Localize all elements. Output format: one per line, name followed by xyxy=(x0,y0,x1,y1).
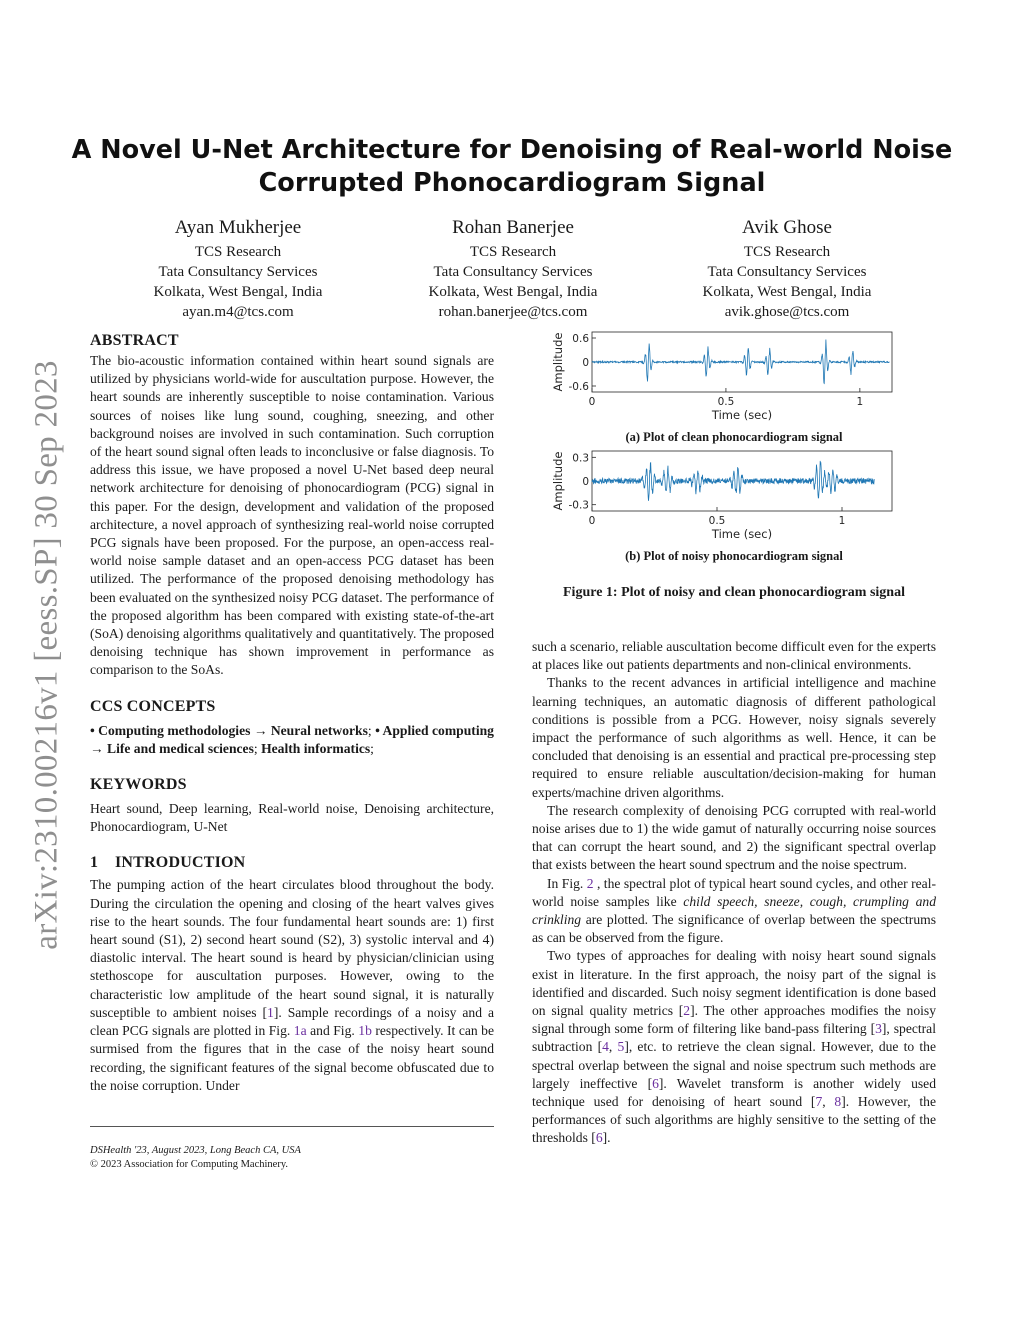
ccs-heading: CCS CONCEPTS xyxy=(90,697,216,715)
author-org: TCS Research xyxy=(194,244,282,260)
ccs-text xyxy=(90,722,494,758)
intro-paragraph-2: such a scenario, reliable auscultation become difficult even for the experts at places like out patients departments and non-clinical environments. xyxy=(532,639,936,673)
keywords-heading: KEYWORDS xyxy=(90,776,187,794)
arxiv-sidebar xyxy=(22,350,72,960)
citation-link[interactable]: 4 xyxy=(602,1039,609,1055)
text-run: ]. xyxy=(602,1130,611,1146)
ccs-bullet-1: • Computing methodologies xyxy=(90,722,251,738)
author-company: Tata Consultancy Services xyxy=(433,264,593,280)
ccs-item-3: Health informatics xyxy=(261,740,371,756)
footnote-rule xyxy=(90,1126,494,1127)
ccs-arrow: → xyxy=(253,722,268,738)
left-column xyxy=(90,330,494,1095)
author-location: Kolkata, West Bengal, India xyxy=(428,284,598,300)
x-tick-label: 0.5 xyxy=(717,396,735,408)
ccs-sep: ; xyxy=(367,722,372,738)
text-run: In Fig. xyxy=(547,875,587,891)
noisy-pcg-plot xyxy=(532,449,936,544)
right-column xyxy=(532,638,936,1148)
author-location: Kolkata, West Bengal, India xyxy=(153,284,323,300)
author-org: TCS Research xyxy=(469,244,557,260)
x-tick-label: 0 xyxy=(588,396,596,408)
figure-link[interactable]: 1b xyxy=(358,1023,372,1039)
citation-link[interactable]: 1 xyxy=(267,1004,274,1020)
abstract-text: The bio-acoustic information contained within heart sound signals are utilized by physicians world-wide for auscultation purpose. However, the heart sounds are inherently susceptible to noise contamination. Various sources of noises like lung sound, coughing, sneezing, and other background noises are involved in such contamination. Such corruption of the heart sound signal often leads to inconclusive or false diagnosis. To address this issue, we have proposed a novel U-Net based deep neural network architecture for denoising of phonocardiogram (PCG) signal in this paper. For the design, development and validation of the proposed architecture, a novel approach of synthesizing real-world noise corrupted PCG signals have been proposed. For the purpose, an open-access real-world noise sample dataset and an open-access PCG dataset has been utilized. The performance of the proposed denoising methodology has been evaluated on the synthesized noisy PCG dataset. The performance of the proposed algorithm has been compared with existing state-of-the-art (SoA) denoising algorithms qualitatively and quantitatively. The proposed denoising technique has shown improvement in performance as comparison to the SoAs. xyxy=(90,353,494,678)
y-tick-label: -0.3 xyxy=(568,499,589,512)
intro-paragraph-5 xyxy=(532,875,936,948)
x-tick-label: 0 xyxy=(588,515,596,527)
author-block-2 xyxy=(383,215,643,322)
author-org: TCS Research xyxy=(743,244,831,260)
author-email[interactable]: ayan.m4@tcs.com xyxy=(182,304,294,320)
citation-link[interactable]: 6 xyxy=(595,1130,603,1146)
x-tick-label: 1 xyxy=(856,396,864,408)
author-company: Tata Consultancy Services xyxy=(158,264,318,280)
venue-note: DSHealth '23, August 2023, Long Beach CA, USA xyxy=(90,1145,301,1156)
author-name: Ayan Mukherjee xyxy=(174,217,302,238)
intro-paragraph-6 xyxy=(532,947,936,1147)
y-axis-label: Amplitude xyxy=(551,332,565,392)
text-run: , xyxy=(608,1039,618,1055)
y-tick-label: -0.6 xyxy=(568,381,589,393)
intro-paragraph-3: Thanks to the recent advances in artificial intelligence and machine learning techniques, an automatic diagnosis of different pathological conditions is possible from a PCG. However, noisy signals severely impact the performance of such algorithms as well. Hence, it can be concluded that denoising is an essential and practical pre-processing step required to ensure reliable auscultation/decision-making for human experts/machine driven algorithms. xyxy=(532,675,936,800)
abstract-heading: ABSTRACT xyxy=(90,332,179,349)
author-company: Tata Consultancy Services xyxy=(707,264,867,280)
clean-pcg-plot xyxy=(532,330,936,425)
intro-paragraph-4: The research complexity of denoising PCG corrupted with real-world noise arises due to 1) the wide gamut of naturally occurring noise sources that can corrupt the heart sound, and 2) the significant spectral overlap that exists between the heart sound spectrum and the noise spectrum. xyxy=(532,802,936,873)
intro-paragraph-1 xyxy=(90,876,494,1094)
text-run: ]. However, the performances of such algorithms are highly sensitive to the setting of the thresholds [ xyxy=(532,1094,936,1146)
ccs-arrow: → xyxy=(90,740,104,756)
noise-examples: child speech, sneeze, cough, crumpling and crinkling xyxy=(532,893,937,928)
ccs-item-2: Life and medical sciences xyxy=(107,740,254,756)
figure-link[interactable]: 1a xyxy=(293,1023,307,1039)
citation-link[interactable]: 3 xyxy=(875,1021,882,1037)
figure-caption: Figure 1: Plot of noisy and clean phonocardiogram signal xyxy=(563,585,905,600)
author-name: Rohan Banerjee xyxy=(452,217,574,238)
text-run: ], spectral subtraction [ xyxy=(532,1021,936,1055)
citation-link[interactable]: 7 xyxy=(815,1094,823,1110)
y-tick-label: 0 xyxy=(582,357,589,369)
text-run: ], etc. to retrieve the clean signal. However, due to the spectral overlap between the signal and noise spectrum such methods are largely ineffective [ xyxy=(532,1039,937,1091)
citation-link[interactable]: 6 xyxy=(652,1075,659,1091)
introduction-heading: 1 INTRODUCTION xyxy=(90,854,246,872)
text-run: are plotted. The significance of overlap between the spectrums as can be observed from the figure. xyxy=(532,912,936,946)
citation-link[interactable]: 8 xyxy=(834,1094,842,1110)
y-tick-label: 0.3 xyxy=(572,452,589,465)
text-run: The pumping action of the heart circulates blood throughout the body. During the circulation the opening and closing of the heart valves gives rise to the heart sounds. The four fundamental heart sounds are: 1) first heart sound (S1), 2) second heart sound (S2), 3) systolic interval and 4) diastolic interval. The heart sound is heard by physician/clinician using stethoscope for auscultation purposes. However, owing to the characteristic low amplitude of the heart sound signal, it is naturally susceptible to ambient noises [ xyxy=(90,877,494,1020)
keywords-text: Heart sound, Deep learning, Real-world noise, Denoising architecture, Phonocardiogram, U-Net xyxy=(90,801,494,835)
figure-1 xyxy=(532,330,936,563)
text-run: ]. The other approaches modifies the noisy signal through some form of filtering like band-pass filtering [ xyxy=(532,1003,937,1037)
citation-link[interactable]: 2 xyxy=(683,1003,691,1019)
y-axis-label: Amplitude xyxy=(551,451,565,511)
x-tick-label: 1 xyxy=(838,515,846,527)
y-tick-label: 0 xyxy=(582,476,589,488)
author-email[interactable]: rohan.banerjee@tcs.com xyxy=(438,304,588,320)
author-name: Avik Ghose xyxy=(742,217,832,238)
signal-line xyxy=(592,339,889,383)
footnote xyxy=(90,1144,494,1172)
text-run: ]. Wavelet transform is another widely used technique used for denoising of heart sound [ xyxy=(532,1075,937,1110)
ccs-sep: ; xyxy=(370,740,374,756)
title-line-1: A Novel U-Net Architecture for Denoising of Real-world Noise xyxy=(71,135,953,165)
x-axis-label: Time (sec) xyxy=(711,527,773,541)
subcaption-a: (a) Plot of clean phonocardiogram signal xyxy=(625,430,843,444)
x-tick-label: 0.5 xyxy=(708,515,726,527)
author-block-3 xyxy=(657,215,917,322)
text-run: , the spectral plot of typical heart sound cycles, and other real-world noise samples like xyxy=(532,875,936,909)
paper-title xyxy=(0,134,1024,200)
text-run: ]. Sample recordings of a noisy and a clean PCG signals are plotted in Fig. xyxy=(90,1004,494,1039)
copyright-note: © 2023 Association for Computing Machinery. xyxy=(90,1159,289,1170)
author-block-1 xyxy=(108,215,368,322)
x-axis-label: Time (sec) xyxy=(711,408,773,422)
ccs-item-1: Neural networks xyxy=(270,722,368,738)
ccs-sep: ; xyxy=(253,740,258,756)
text-run: and Fig. xyxy=(306,1023,359,1039)
author-location: Kolkata, West Bengal, India xyxy=(702,284,872,300)
text-run: Two types of approaches for dealing with noisy heart sound signals exist in literature. In the first approach, the noisy part of the signal is identified and discarded. Such noisy segment identification is done based on signal quality metrics [ xyxy=(532,948,936,1019)
author-email[interactable]: avik.ghose@tcs.com xyxy=(724,304,850,320)
signal-line xyxy=(592,461,875,501)
citation-link[interactable]: 5 xyxy=(617,1039,625,1055)
text-run: , xyxy=(822,1094,835,1110)
subcaption-b: (b) Plot of noisy phonocardiogram signal xyxy=(625,549,843,563)
arxiv-identifier: arXiv:2310.00216v1 [eess.SP] 30 Sep 2023 xyxy=(28,360,65,950)
figure-link[interactable]: 2 xyxy=(586,875,594,891)
text-run: respectively. It can be surmised from the figures that in the case of the noisy heart sound recording, the significant features of the signal become obfuscated due to the noise corruption. Under xyxy=(90,1023,495,1093)
ccs-bullet-2: • Applied computing xyxy=(375,722,494,738)
y-tick-label: 0.6 xyxy=(572,333,589,345)
title-line-2: Corrupted Phonocardiogram Signal xyxy=(258,168,766,198)
